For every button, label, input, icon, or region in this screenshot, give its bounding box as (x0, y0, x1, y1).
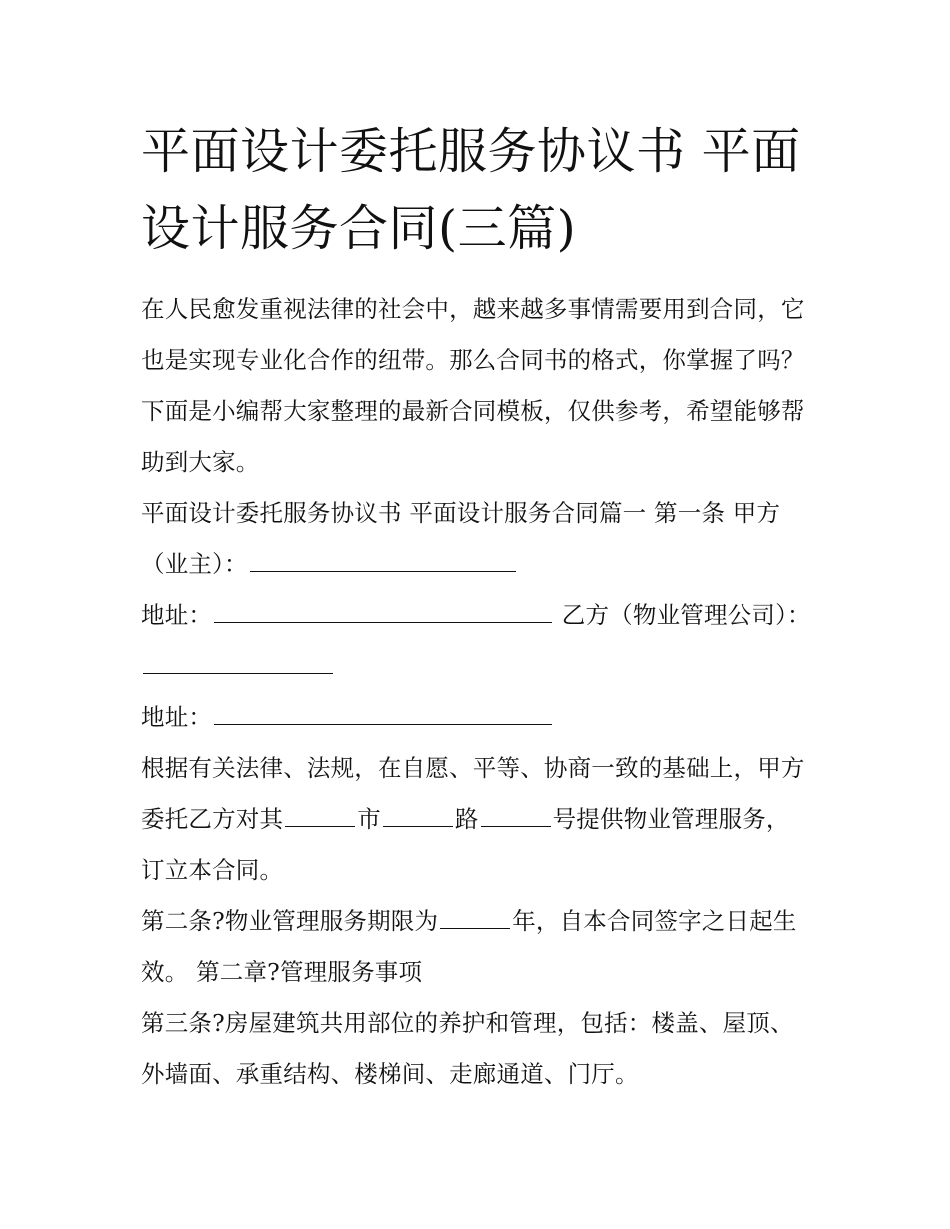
city-label: 市 (357, 805, 381, 833)
city-blank (285, 802, 355, 827)
term-text: 第二条?物业管理服务期限为 (141, 907, 439, 935)
party-a-address-paragraph (141, 590, 813, 692)
basis-text: 根据有关法律、法规，在自愿、平等、协商一致的基础上，甲方委托乙方对其 (141, 754, 805, 833)
party-a-address-blank (214, 598, 552, 623)
road-blank (383, 802, 453, 827)
party-b-label: 乙方（物业管理公司）： (561, 601, 811, 629)
article-two-paragraph (141, 896, 813, 998)
document-body (141, 113, 813, 1100)
party-a-name-blank (250, 547, 516, 572)
basis-tail: 号提供物业管理服务，订立本合同。 (141, 805, 790, 884)
road-label: 路 (454, 805, 479, 833)
party-a-label: 平面设计委托服务协议书 平面设计服务合同篇一 第一条 甲方（业主）： (141, 499, 781, 578)
party-b-address-paragraph (141, 692, 813, 743)
years-blank (440, 904, 510, 929)
intro-paragraph: 在人民愈发重视法律的社会中，越来越多事情需要用到合同，它也是实现专业化合作的纽带。那么合同书的格式，你掌握了吗？下面是小编帮大家整理的最新合同模板，仅供参考，希望能够帮助到大家。 (141, 295, 805, 476)
party-b-name-blank (143, 649, 333, 674)
number-blank (481, 802, 551, 827)
article-three-paragraph: 第三条?房屋建筑共用部位的养护和管理，包括：楼盖、屋顶、外墙面、承重结构、楼梯间、走廊通道、门厅。 (141, 1009, 794, 1088)
party-a-address-label: 地址： (141, 601, 213, 629)
document-title: 平面设计委托服务协议书 平面设计服务合同(三篇) (141, 123, 801, 257)
party-a-paragraph (141, 488, 813, 590)
basis-paragraph (141, 743, 813, 896)
party-b-address-label: 地址： (141, 703, 213, 731)
term-tail: 年，自本合同签字之日起生效。 第二章?管理服务事项 (141, 907, 797, 986)
party-b-address-blank (214, 700, 552, 725)
